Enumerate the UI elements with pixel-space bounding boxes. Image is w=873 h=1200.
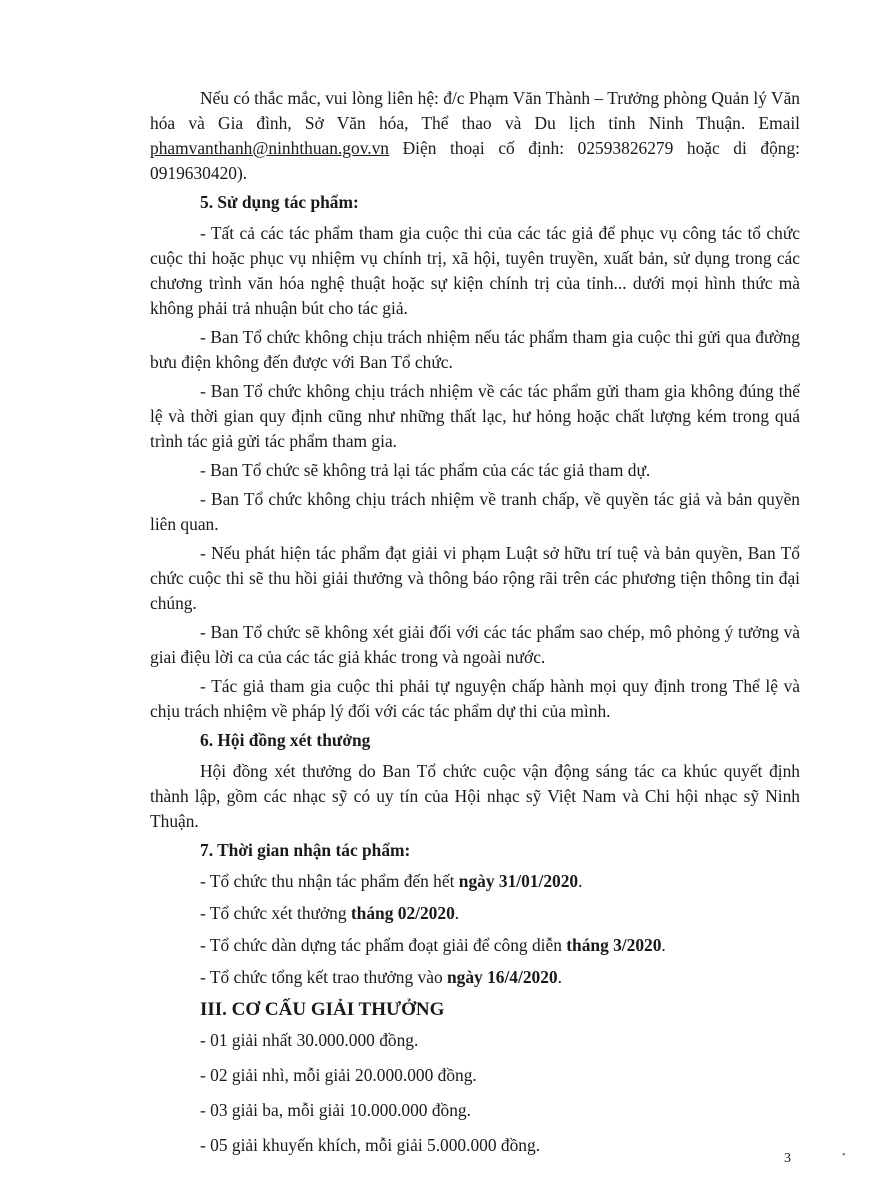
section-6-heading: 6. Hội đồng xét thưởng [200,730,371,750]
schedule-item: - Tổ chức dàn dựng tác phẩm đoạt giải để công diễn tháng 3/2020. [200,935,666,955]
section-5-item: - Ban Tổ chức không chịu trách nhiệm nếu tác phẩm tham gia cuộc thi gửi qua đường bưu điện không đến được với Ban Tổ chức. [150,327,800,372]
section-5-item: - Ban Tổ chức không chịu trách nhiệm về tranh chấp, về quyền tác giả và bản quyền liên quan. [150,489,800,534]
prize-item: - 05 giải khuyến khích, mỗi giải 5.000.000 đồng. [200,1135,541,1155]
document-body [150,86,800,1168]
section-5-item: - Tất cả các tác phẩm tham gia cuộc thi của các tác giả để phục vụ công tác tổ chức cuộc thi hoặc phục vụ nhiệm vụ chính trị, xã hội, tuyên truyền, xuất bản, sử dụng trong các chương trình văn hóa nghệ thuật hoặc sự kiện chính trị của tỉnh... dưới mọi hình thức mà không phải trả nhuận bút cho tác giả. [150,223,800,318]
section-5-item: - Nếu phát hiện tác phẩm đạt giải vi phạm Luật sở hữu trí tuệ và bản quyền, Ban Tổ chức cuộc thi sẽ thu hồi giải thưởng và thông báo rộng rãi trên các phương tiện thông tin đại chúng. [150,543,800,613]
section-5-item: - Ban Tổ chức sẽ không xét giải đối với các tác phẩm sao chép, mô phỏng ý tưởng và giai điệu lời ca của các tác giả khác trong và ngoài nước. [150,622,800,667]
section-7-heading: 7. Thời gian nhận tác phẩm: [200,840,411,860]
contact-phone-text: Điện thoại cố định: 02593826279 hoặc di động: 0919630420). [150,138,800,183]
contact-email[interactable]: phamvanthanh@ninhthuan.gov.vn [150,138,389,158]
schedule-date: tháng 3/2020 [566,935,662,955]
section-5-heading: 5. Sử dụng tác phẩm: [200,192,359,212]
prize-structure-heading: III. CƠ CẤU GIẢI THƯỞNG [200,999,445,1020]
schedule-item: - Tổ chức thu nhận tác phẩm đến hết ngày 31/01/2020. [200,871,583,891]
schedule-item: - Tổ chức tổng kết trao thưởng vào ngày 16/4/2020. [200,967,562,987]
page-number: 3 [784,1151,791,1166]
schedule-item: - Tổ chức xét thưởng tháng 02/2020. [200,903,460,923]
schedule-date: ngày 16/4/2020 [446,967,558,987]
section-6-text: Hội đồng xét thưởng do Ban Tổ chức cuộc vận động sáng tác ca khúc quyết định thành lập, gồm các nhạc sỹ có uy tín của Hội nhạc sỹ Việt Nam và Chi hội nhạc sỹ Ninh Thuận. [150,761,800,831]
schedule-date: tháng 02/2020 [350,903,455,923]
section-5-item: - Tác giả tham gia cuộc thi phải tự nguyện chấp hành mọi quy định trong Thể lệ và chịu trách nhiệm về pháp lý đối với các tác phẩm dự thi của mình. [150,676,800,721]
schedule-date: ngày 31/01/2020 [458,871,579,891]
prize-item: - 03 giải ba, mỗi giải 10.000.000 đồng. [200,1100,471,1120]
section-5-item: - Ban Tổ chức sẽ không trả lại tác phẩm của các tác giả tham dự. [200,460,651,480]
prize-item: - 02 giải nhì, mỗi giải 20.000.000 đồng. [200,1065,477,1085]
scan-speck: • [842,1150,846,1161]
contact-text: Nếu có thắc mắc, vui lòng liên hệ: đ/c Phạm Văn Thành – Trưởng phòng Quản lý Văn hóa và Gia đình, Sở Văn hóa, Thể thao và Du lịch tỉnh Ninh Thuận. Email [150,88,800,133]
contact-paragraph [150,86,800,186]
section-5-item: - Ban Tổ chức không chịu trách nhiệm về các tác phẩm gửi tham gia không đúng thể lệ và thời gian quy định cũng như những thất lạc, hư hỏng hoặc chất lượng kém trong quá trình tác giả gửi tác phẩm tham gia. [150,381,800,451]
prize-item: - 01 giải nhất 30.000.000 đồng. [200,1030,419,1050]
